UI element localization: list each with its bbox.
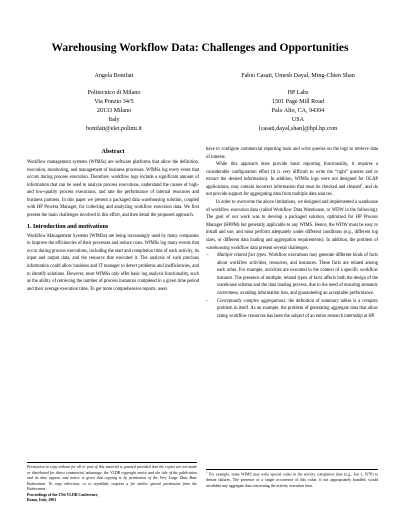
footnote <box>206 469 378 489</box>
paragraph-text: While this approach does provide basic reporting functionality, it requires a considerable configuration effort (it is very difficult to write the “right” queries and to extract the desired information). In addition, WfMSs logs were not designed for OLAP applications, may contain incorrect information that must be checked and cleaned <box>206 162 378 190</box>
abstract-text: Workflow management systems (WfMSs) are software platforms that allow the definition, execution, monitoring, and management of business processes. WfMSs log every event that occurs during process execution. Therefore, workflow logs include a significant amount of information that can be used to analyze process executions, understand the causes of high- and low-quality process executions, and rate the performance of internal resources and business partners. In this paper we present a packaged data warehousing solution, coupled with HP Process Manager, for collecting and analyzing workflow execution data. We first present the main challenges involved in this effort, and then detail the proposed approach. <box>27 160 199 219</box>
author-country: USA <box>291 117 305 124</box>
author-country: Italy <box>108 117 120 124</box>
paper-title: Warehousing Workflow Data: Challenges and Opportunities <box>51 42 349 54</box>
list-item-text: the definition of summary tables is a complex problem in itself. As an example, the problem of generating aggregate data that allow rating workflow resources has been the subject of an entire research internship at HP. <box>217 298 379 319</box>
intro-paragraph-2 <box>206 161 378 199</box>
list-dash: – <box>206 298 209 304</box>
author-address-line-1: Via Ponzio 34/5 <box>94 99 134 106</box>
footnote-marker: 1 <box>360 182 363 187</box>
right-column <box>206 146 378 320</box>
author-name: Fabio Casati, Umesh Dayal, Ming-Chien Shan <box>241 73 355 79</box>
intro-paragraph-continued: have to configure commercial reporting tools and write queries on the logs to retrieve data of interest. <box>206 147 378 160</box>
author-block-right <box>228 72 368 135</box>
list-dash: – <box>206 253 209 259</box>
author-name: Angela Bonifati <box>94 73 134 79</box>
paragraph-text: , and do not provide support for aggregating data from multiple data sources. <box>206 184 378 198</box>
intro-paragraph-3: In order to overcome the above limitations, we designed and implemented a warehouse of workflow execution data (called Workflow Data Warehouse, or WDW in the following). The goal of our work was to develop a packaged solution, optimized for HP Process Manager (HPPM) but generally applicable to any WfMS. Hence, the WDW must be easy to install and use, and must perform adequately under different conditions (e.g., different log sizes, or different data loading and aggregation requirements). In addition, the problem of warehousing workflow data present several challenges: <box>206 200 378 251</box>
author-address-line-2: 20133 Milano <box>96 108 132 115</box>
proceedings-line: Proceedings of the 27th VLDB Conference, <box>27 492 99 497</box>
permission-notice <box>27 462 197 504</box>
list-item <box>206 298 378 321</box>
footnote-text: For example, some WfMS may write special codes in the activity completion time (e.g., Jan 1, 1970) to denote failures. The presence of a single occurrence of this value, if not appropriately handled, would invalidate any aggregate data concerning the activity execution time. <box>206 472 378 488</box>
abstract-heading: Abstract <box>101 148 125 155</box>
permission-text: Permission to copy without fee all or part of this material is granted provided that the copies are not made or distributed for direct commercial advantage, the VLDB copyright notice and the title of the publication and its date appear, and notice is given that copying is by permission of the Very Large Data Base Endowment. To copy otherwise, or to republish, requires a fee and/or special permission from the Endowment <box>27 465 197 491</box>
author-address-line-2: Palo Alto, CA, 94304 <box>271 108 325 115</box>
footnote-number: 1 <box>206 470 208 474</box>
author-affiliation: Politecnico di Milano <box>87 90 141 97</box>
challenge-list <box>206 252 378 320</box>
list-item-text: Workflow executions may generate different kinds of facts about workflow activities, resources, and instances. These facts are related among each other. For example, activities are executed in the context of a specific workflow instance. The presence of multiple, related types of facts affects both the design of the warehouse schema and the data loading process, due to the need of ensuring semantic correctness, avoiding information loss, and guaranteeing an acceptable performance. <box>217 253 378 296</box>
author-email: bonifati@elet.polimi.it <box>86 126 142 133</box>
list-item-term: Conceptually complex aggregations: <box>217 298 287 304</box>
conference-location: Roma, Italy, 2001 <box>27 498 57 502</box>
left-column <box>27 147 199 293</box>
author-address-line-1: 1501 Page Mill Road <box>272 99 324 106</box>
author-affiliation: HP Labs <box>287 90 309 97</box>
intro-paragraph: Workflow Management Systems (WfMSs) are being increasingly used by many companies to improve the efficiencies of their processes and reduce costs. WfMSs log many events that occur during process executions, including the start and completion time of each activity, its input and output data, and the resource that executed it. The analysis of such precious information could allow business and IT manager to detect problems and inefficiencies, and to identify solutions. However, most WfMSs only offer basic log analysis functionality, such as the ability of retrieving the number of process instances completed in a given time period and their average execution time. To get more comprehensive reports, users <box>27 233 199 292</box>
author-block-left <box>58 72 170 135</box>
author-email: [casati,dayal,shan]@hpl.hp.com <box>258 126 338 133</box>
section-heading: 1. Introduction and motivations <box>27 223 109 230</box>
list-item-term: Multiple related fact types. <box>217 253 268 259</box>
list-item <box>206 252 378 297</box>
